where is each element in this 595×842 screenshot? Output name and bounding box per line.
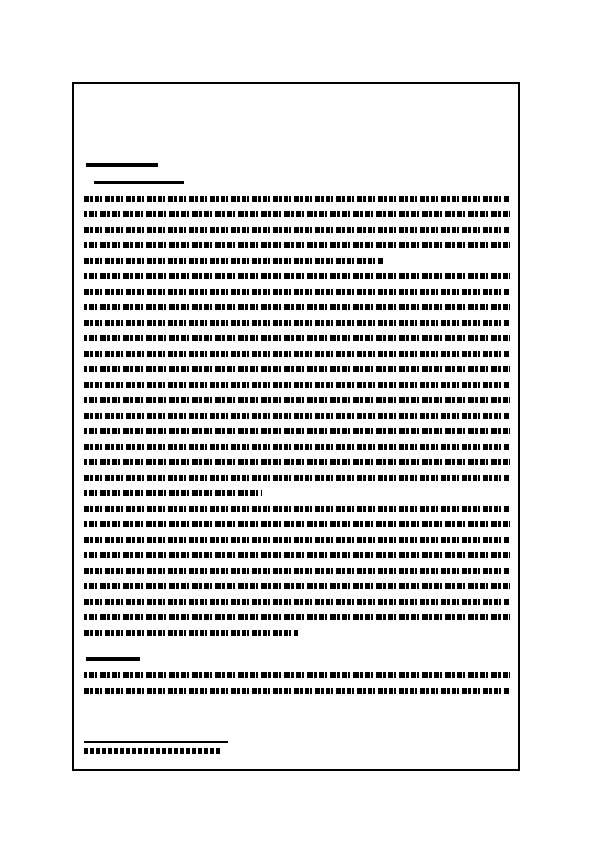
text-line — [84, 599, 510, 605]
section-heading — [86, 163, 158, 167]
text-line — [84, 351, 510, 357]
text-line — [84, 614, 510, 620]
text-line — [84, 196, 510, 202]
text-line — [84, 506, 510, 512]
text-line — [84, 366, 510, 372]
text-line — [84, 211, 510, 217]
text-line — [84, 273, 510, 279]
subsection-heading — [94, 181, 184, 184]
text-line — [84, 258, 384, 264]
footnote-text — [84, 748, 222, 754]
text-line — [84, 227, 510, 233]
text-line — [84, 568, 510, 574]
text-line — [84, 335, 510, 341]
text-line — [84, 688, 510, 694]
text-line — [84, 242, 510, 248]
footnote-rule — [84, 741, 228, 743]
text-line — [84, 320, 510, 326]
page-frame — [72, 82, 520, 771]
text-line — [84, 672, 510, 678]
text-line — [84, 552, 510, 558]
section-heading — [86, 657, 140, 661]
text-line — [84, 490, 262, 496]
text-line — [84, 537, 510, 543]
text-line — [84, 459, 510, 465]
text-line — [84, 382, 510, 388]
text-line — [84, 428, 510, 434]
text-line — [84, 413, 510, 419]
text-line — [84, 397, 510, 403]
text-line — [84, 521, 510, 527]
text-line — [84, 583, 510, 589]
text-line — [84, 475, 510, 481]
text-line — [84, 289, 510, 295]
text-line — [84, 304, 510, 310]
text-line — [84, 444, 510, 450]
text-line — [84, 630, 298, 636]
